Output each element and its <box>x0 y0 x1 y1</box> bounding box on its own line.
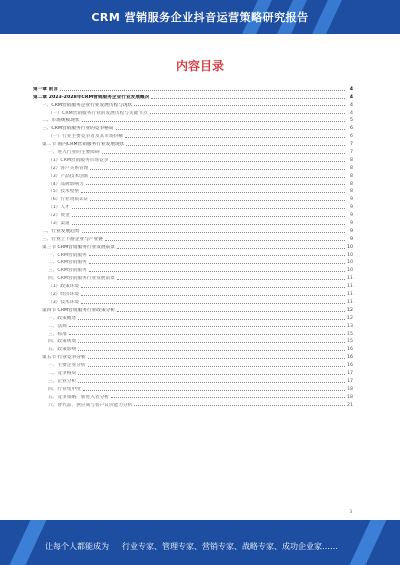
toc-leader-dots <box>134 405 345 406</box>
toc-entry-label: 第一章 前言 <box>33 86 59 92</box>
toc-entry-page: 11 <box>347 292 353 298</box>
toc-entry[interactable] <box>33 392 353 400</box>
toc-entry[interactable] <box>33 313 353 321</box>
toc-leader-dots <box>105 240 345 241</box>
toc-leader-dots <box>110 161 345 162</box>
report-title: CRM 营销服务企业抖音运营策略研究报告 <box>91 11 309 24</box>
toc-entry-page: 12 <box>347 307 353 313</box>
toc-entry-page: 8 <box>350 181 353 187</box>
toc-entry-page: 11 <box>347 299 353 305</box>
toc-entry-label: 一、进入行业的主要障碍 <box>48 150 100 156</box>
toc-entry[interactable] <box>33 265 353 273</box>
toc-leader-dots <box>134 105 345 106</box>
toc-leader-dots <box>69 334 345 335</box>
toc-entry-label: （3）渠道 <box>48 221 70 227</box>
toc-entry-page: 17 <box>347 370 353 376</box>
toc-entry[interactable] <box>33 147 353 155</box>
toc-entry-page: 4 <box>349 86 353 92</box>
toc-entry[interactable] <box>33 234 353 242</box>
toc-entry-page: 9 <box>350 221 353 227</box>
toc-leader-dots <box>151 98 345 99</box>
toc-leader-dots <box>81 287 345 288</box>
toc-entry-label: （4）品牌影响力 <box>48 181 84 187</box>
toc-entry-page: 13 <box>347 323 353 329</box>
toc-entry-page: 10 <box>347 244 353 250</box>
toc-entry-label: 三、CRM营销服务行业的竞争格局 <box>42 126 114 132</box>
toc-leader-dots <box>102 153 345 154</box>
toc-entry-label: （一）行业主要竞争者及其市场份额 <box>48 134 124 140</box>
toc-entry[interactable] <box>33 194 353 202</box>
toc-entry[interactable] <box>33 155 353 163</box>
toc-entry[interactable] <box>33 210 353 218</box>
toc-entry-page: 10 <box>347 260 353 266</box>
page-number: 3 <box>349 509 352 514</box>
toc-leader-dots <box>86 184 345 185</box>
toc-entry-page: 15 <box>347 331 353 337</box>
toc-entry-page: 8 <box>350 173 353 179</box>
toc-entry[interactable] <box>33 123 353 131</box>
toc-entry-label: （6）行业资质认证 <box>48 197 89 203</box>
toc-entry-page: 5 <box>350 118 353 124</box>
toc-leader-dots <box>125 137 345 138</box>
toc-entry-page: 12 <box>347 315 353 321</box>
toc-entry-label: 五、政策影响 <box>48 347 77 353</box>
toc-entry-page: 9 <box>350 236 353 242</box>
toc-leader-dots <box>88 366 345 367</box>
toc-entry-label: 二、行业发展趋势 <box>42 228 80 234</box>
header-banner <box>0 0 400 34</box>
toc-entry[interactable] <box>33 400 353 408</box>
toc-leader-dots <box>89 263 345 264</box>
toc-leader-dots <box>111 397 345 398</box>
toc-entry-page: 7 <box>350 150 353 156</box>
toc-entry-page: 11 <box>347 276 353 282</box>
toc-entry-page: 18 <box>347 386 353 392</box>
toc-leader-dots <box>81 192 345 193</box>
toc-entry[interactable] <box>33 187 353 195</box>
toc-leader-dots <box>88 358 345 359</box>
toc-entry-label: （5）技术壁垒 <box>48 189 80 195</box>
toc-entry-label: 第二章 2023-2028年CRM营销服务企业行业发展概况 <box>33 94 150 100</box>
toc-leader-dots <box>116 129 345 130</box>
toc-entry-page: 16 <box>347 363 353 369</box>
toc-entry-page: 18 <box>347 394 353 400</box>
toc-entry[interactable] <box>33 171 353 179</box>
toc-entry[interactable] <box>33 344 353 352</box>
toc-leader-dots <box>83 390 345 391</box>
toc-entry[interactable] <box>33 352 353 360</box>
toc-entry-label: 一、主要企业分析 <box>48 363 86 369</box>
footer-slogan: 让每个人都能成为 <box>45 542 109 551</box>
toc-leader-dots <box>78 382 345 383</box>
toc-leader-dots <box>69 326 345 327</box>
toc-entry-label: 二、法规 <box>48 323 67 329</box>
toc-entry-label: （1）CRM营销服务市场竞争 <box>48 157 109 163</box>
toc-entry[interactable] <box>33 376 353 384</box>
toc-entry-label: 第三节 CRM营销服务行业发展前景 <box>42 244 116 250</box>
toc-entry-page: 4 <box>350 110 353 116</box>
toc-leader-dots <box>90 169 345 170</box>
toc-entry-label: （3）技术环境 <box>48 299 80 305</box>
toc-entry-page: 10 <box>347 252 353 258</box>
toc-entry[interactable] <box>33 163 353 171</box>
toc-entry[interactable] <box>33 273 353 281</box>
toc-entry-label: 第五节 行业竞争分析 <box>42 355 86 361</box>
toc-entry-label: 二、竞争格局 <box>48 370 77 376</box>
table-of-contents <box>33 84 353 408</box>
toc-entry[interactable] <box>33 226 353 234</box>
toc-entry[interactable] <box>33 108 353 116</box>
toc-entry-label: 三、企业分析 <box>48 378 77 384</box>
toc-entry-page: 4 <box>349 94 353 100</box>
toc-entry[interactable] <box>33 329 353 337</box>
toc-entry-page: 11 <box>347 284 353 290</box>
toc-entry-page: 9 <box>350 197 353 203</box>
toc-leader-dots <box>78 342 345 343</box>
toc-entry-label: （2）客户关系管理 <box>48 165 89 171</box>
toc-heading: 内容目录 <box>175 59 224 73</box>
toc-entry-page: 17 <box>347 378 353 384</box>
toc-entry-page: 16 <box>347 347 353 353</box>
toc-leader-dots <box>150 113 345 114</box>
toc-leader-dots <box>60 90 345 91</box>
toc-entry-label: （3）产品技术创新 <box>48 173 89 179</box>
toc-entry-page: 8 <box>350 189 353 195</box>
toc-entry[interactable] <box>33 218 353 226</box>
toc-entry[interactable] <box>33 116 353 124</box>
toc-entry-label: 四、行业集中度 <box>48 386 81 392</box>
toc-entry[interactable] <box>33 139 353 147</box>
toc-entry[interactable] <box>33 289 353 297</box>
toc-entry-page: 6 <box>350 134 353 140</box>
toc-entry[interactable] <box>33 297 353 305</box>
toc-entry-label: （1）人才 <box>48 205 70 211</box>
toc-entry[interactable] <box>33 384 353 392</box>
toc-entry-page: 10 <box>347 268 353 274</box>
toc-leader-dots <box>117 311 345 312</box>
toc-leader-dots <box>78 374 345 375</box>
toc-entry-label: 一、CRM营销服务企业行业发展历程与现状 <box>42 102 133 108</box>
toc-leader-dots <box>82 232 345 233</box>
toc-entry-label: 一、CRM营销服务 <box>48 252 87 258</box>
toc-leader-dots <box>117 248 345 249</box>
toc-entry[interactable] <box>33 100 353 108</box>
toc-leader-dots <box>78 319 345 320</box>
toc-entry-page: 8 <box>350 157 353 163</box>
toc-entry[interactable] <box>33 179 353 187</box>
toc-leader-dots <box>126 145 345 146</box>
toc-entry-label: 第四节 CRM营销服务行业政策分析 <box>42 307 116 313</box>
toc-entry-label: 四、CRM营销服务行业发展前景 <box>48 276 115 282</box>
toc-leader-dots <box>82 121 345 122</box>
toc-entry[interactable] <box>33 281 353 289</box>
toc-entry-label: 第二节 国内CRM营销服务行业发展现状 <box>42 142 125 148</box>
toc-entry[interactable] <box>33 202 353 210</box>
toc-entry-page: 9 <box>350 205 353 211</box>
toc-entry-page: 8 <box>350 165 353 171</box>
toc-entry[interactable] <box>33 250 353 258</box>
toc-leader-dots <box>72 224 345 225</box>
toc-entry-label: 三、行业上下游企业与产业链 <box>42 236 103 242</box>
toc-leader-dots <box>72 216 345 217</box>
toc-entry-page: 9 <box>350 213 353 219</box>
toc-entry-label: 五、竞争策略、新进入者分析 <box>48 394 109 400</box>
toc-leader-dots <box>89 255 345 256</box>
toc-entry-page: 16 <box>347 355 353 361</box>
toc-leader-dots <box>90 177 345 178</box>
toc-entry-page: 7 <box>350 142 353 148</box>
footer-stripe <box>350 520 387 565</box>
toc-entry-page: 6 <box>350 126 353 132</box>
toc-leader-dots <box>90 200 345 201</box>
toc-entry-label: （1）政策环境 <box>48 284 80 290</box>
toc-entry-label: 三、标准 <box>48 331 67 337</box>
toc-entry-page: 15 <box>347 339 353 345</box>
toc-entry-label: 四、政策规划 <box>48 339 77 345</box>
toc-entry[interactable] <box>33 258 353 266</box>
toc-entry-label: （2）经济环境 <box>48 292 80 298</box>
toc-entry-label: 二、市场规模现状 <box>42 118 80 124</box>
toc-leader-dots <box>117 279 345 280</box>
toc-entry-label: （2）资金 <box>48 213 70 219</box>
toc-leader-dots <box>81 303 345 304</box>
toc-entry[interactable] <box>33 321 353 329</box>
toc-entry[interactable] <box>33 368 353 376</box>
toc-leader-dots <box>81 295 345 296</box>
toc-entry-page: 4 <box>350 102 353 108</box>
footer-banner <box>0 520 400 565</box>
toc-entry[interactable] <box>33 242 353 250</box>
toc-entry-page: 9 <box>350 228 353 234</box>
toc-entry[interactable] <box>33 84 353 92</box>
toc-leader-dots <box>78 350 345 351</box>
toc-entry-label: （一）CRM营销服务行业的发展历程与关键节点 <box>48 110 148 116</box>
toc-entry[interactable] <box>33 131 353 139</box>
toc-entry-label: 三、CRM营销服务 <box>48 268 87 274</box>
toc-leader-dots <box>89 271 345 272</box>
footer-stripe <box>10 520 47 565</box>
toc-entry-label: 二、CRM营销服务 <box>48 260 87 266</box>
toc-leader-dots <box>72 208 345 209</box>
toc-entry-label: 六、替代品、供应商与客户议价能力分析 <box>48 402 133 408</box>
toc-entry-label: 一、政策概述 <box>48 315 77 321</box>
toc-entry[interactable] <box>33 305 353 313</box>
toc-entry-page: 21 <box>347 402 353 408</box>
toc-entry[interactable] <box>33 337 353 345</box>
footer-tagline: 行业专家、管理专家、营销专家、战略专家、成功企业家…… <box>122 542 338 551</box>
toc-entry[interactable] <box>33 360 353 368</box>
toc-entry[interactable] <box>33 92 353 100</box>
